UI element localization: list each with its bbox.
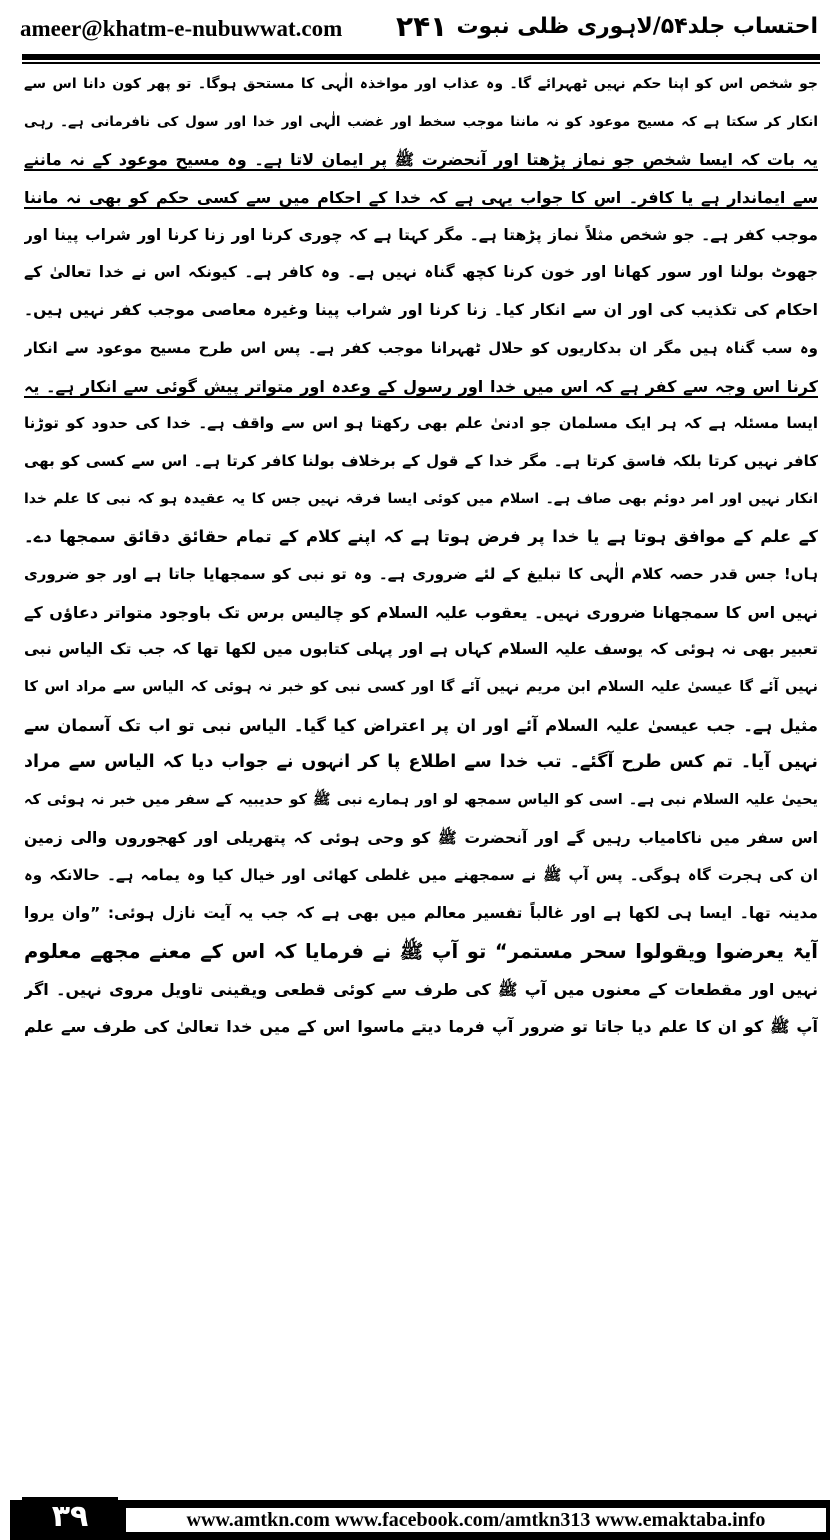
text-line xyxy=(24,744,818,782)
text-line xyxy=(24,66,818,104)
text-line xyxy=(24,1008,818,1046)
text-line-content: احکام کی تکذیب کی اور ان سے انکار کیا۔ زنا کرنا اور شراب پینا وغیرہ معاصی موجب کفر نہیں ہیں۔ xyxy=(24,301,818,320)
footer-links: www.amtkn.com www.facebook.com/amtkn313 www.emaktaba.info xyxy=(126,1508,826,1532)
text-line xyxy=(24,669,818,707)
text-line-content: کے علم کے موافق ہوتا ہے یا خدا پر فرض ہوتا ہے کہ اپنے کلام کے تمام حقائق دقائق سمجھا دے۔ xyxy=(24,527,818,547)
header-page-number: ۲۴۱ xyxy=(396,10,448,43)
text-line-content: نہیں اس کا سمجھانا ضروری نہیں۔ یعقوب علیہ السلام کو چالیس برس تک باوجود متواتر دعاؤں کے xyxy=(24,602,818,622)
text-line xyxy=(24,556,818,594)
text-line xyxy=(24,594,818,632)
page-header xyxy=(14,8,826,52)
text-line-content: نہیں آیا۔ تم کس طرح آگئے۔ تب خدا سے اطلاع پا کر انہوں نے جواب دیا کہ الیاس سے مراد xyxy=(24,752,818,773)
text-line-content: سے ایماندار ہے یا کافر۔ اس کا جواب یہی ہے کہ خدا کے احکام میں سے کسی حکم کو بھی نہ ماننا xyxy=(24,188,818,208)
footer-page-number: ۳۹ xyxy=(22,1497,118,1537)
text-line-content: جو شخص اس کو اپنا حکم نہیں ٹھہرائے گا۔ وہ عذاب اور مواخذہ الٰہی کا مستحق ہوگا۔ تو پھر کون دانا اس سے xyxy=(24,76,818,92)
text-line xyxy=(24,141,818,179)
text-line-content: کافر نہیں کرتا بلکہ فاسق کرتا ہے۔ مگر خدا کے قول کے برخلاف بولنا کافر کرتا ہے۔ اس سے کسی کو بھی xyxy=(24,451,818,470)
header-rule-thin xyxy=(22,62,820,64)
text-line xyxy=(24,217,818,255)
page-footer xyxy=(10,1496,830,1540)
text-line-content: مثیل ہے۔ جب عیسیٰ علیہ السلام آئے اور ان پر اعتراض کیا گیا۔ الیاس نبی تو اب تک آسمان سے xyxy=(24,715,818,735)
text-line-content: یحییٰ علیہ السلام نبی ہے۔ اسی کو الیاس سمجھ لو اور ہمارے نبی ﷺ کو حدیبیہ کے سفر میں خبر نہ ہوئی کہ xyxy=(24,792,818,809)
text-line xyxy=(24,481,818,519)
text-line xyxy=(24,631,818,669)
text-line-content: کرنا اس وجہ سے کفر ہے کہ اس میں خدا اور رسول کے وعدہ اور متواتر پیش گوئی سے انکار ہے۔ یہ xyxy=(24,376,818,396)
header-email: ameer@khatm-e-nubuwwat.com xyxy=(20,16,343,41)
text-line-content: انکار نہیں اور امر دوئم بھی صاف ہے۔ اسلام میں کوئی ایسا فرقہ نہیں جس کا یہ عقیدہ ہو کہ نبی کا علم خدا xyxy=(24,490,818,507)
text-line-content: جھوٹ بولنا اور سور کھانا اور خون کرنا کچھ گناہ نہیں ہے۔ وہ کافر ہے۔ کیونکہ اس نے خدا تعالیٰ کے xyxy=(24,263,818,282)
text-line xyxy=(24,368,818,406)
text-line-content: موجب کفر ہے۔ جو شخص مثلاً نماز پڑھتا ہے۔ مگر کہتا ہے کہ چوری کرنا اور زنا کرنا اور شراب پینا اور xyxy=(24,225,818,244)
text-line-content: نہیں اور مقطعات کے معنوں میں آپ ﷺ کی طرف سے کوئی قطعی ویقینی تاویل مروی نہیں۔ اگر xyxy=(24,979,818,999)
text-line xyxy=(24,820,818,858)
text-line xyxy=(24,971,818,1009)
text-line xyxy=(24,330,818,368)
text-line xyxy=(24,782,818,820)
header-rule-thick xyxy=(22,54,820,60)
header-book-title: احتساب جلد۵۴/لاہوری ظلی نبوت xyxy=(456,14,818,39)
text-line-content: تعبیر بھی نہ ہوئی کہ یوسف علیہ السلام کہاں ہے اور پہلی کتابوں میں لکھا تھا کہ جب تک الیاس نبی xyxy=(24,640,818,659)
text-line xyxy=(24,254,818,292)
text-line xyxy=(24,857,818,895)
text-line xyxy=(24,933,818,971)
text-line xyxy=(24,104,818,142)
text-line xyxy=(24,292,818,330)
text-line xyxy=(24,443,818,481)
text-line xyxy=(24,895,818,933)
text-line-content: مدینہ تھا۔ ایسا ہی لکھا ہے اور غالباً تفسیر معالم میں بھی ہے کہ جب یہ آیت نازل ہوئی: ”وان یروا xyxy=(24,904,818,923)
text-line-content: ہاں! جس قدر حصہ کلام الٰہی کا تبلیغ کے لئے ضروری ہے۔ وہ تو نبی کو سمجھایا جاتا ہے اور جو ضروری xyxy=(24,564,818,583)
text-line-content: انکار کر سکتا ہے کہ مسیح موعود کو نہ ماننا موجب سخط اور غضب الٰہی اور خدا اور سول کی نافرمانی ہے۔ رہی xyxy=(24,113,818,130)
text-line-content: آپ ﷺ کو ان کا علم دیا جاتا تو ضرور آپ فرما دیتے ماسوا اس کے میں خدا تعالیٰ کی طرف سے علم xyxy=(24,1017,818,1037)
text-line-content: ایسا مسئلہ ہے کہ ہر ایک مسلمان جو ادنیٰ علم بھی رکھتا ہو اس سے واقف ہے۔ خدا کی حدود کو توڑنا xyxy=(24,414,818,433)
text-line xyxy=(24,518,818,556)
text-line-content: نہیں آئے گا عیسیٰ علیہ السلام ابن مریم نہیں آئے گا اور کسی نبی کو خبر نہ ہوئی کہ الیاس سے مراد اس کا xyxy=(24,679,818,695)
text-line-content: وہ سب گناہ ہیں مگر ان بدکاریوں کو حلال ٹھہرانا موجب کفر ہے۔ پس اس طرح مسیح موعود سے انکار xyxy=(24,338,818,357)
text-line xyxy=(24,179,818,217)
text-line-content: آیۃ یعرضوا ویقولوا سحر مستمر“ تو آپ ﷺ نے فرمایا کہ اس کے معنے مجھے معلوم xyxy=(24,939,818,963)
text-line xyxy=(24,405,818,443)
body-text xyxy=(24,66,818,1046)
text-line-content: ان کی ہجرت گاہ ہوگی۔ پس آپ ﷺ نے سمجھنے میں غلطی کھائی اور خیال کیا وہ یمامہ ہے۔ حالانکہ وہ xyxy=(24,866,818,885)
text-line xyxy=(24,707,818,745)
text-line-content: یہ بات کہ ایسا شخص جو نماز پڑھتا اور آنحضرت ﷺ پر ایمان لاتا ہے۔ وہ مسیح موعود کے نہ ماننے xyxy=(24,150,818,170)
text-line-content: اس سفر میں ناکامیاب رہیں گے اور آنحضرت ﷺ کو وحی ہوئی کہ پتھریلی اور کھجوروں والی زمین xyxy=(24,828,818,847)
